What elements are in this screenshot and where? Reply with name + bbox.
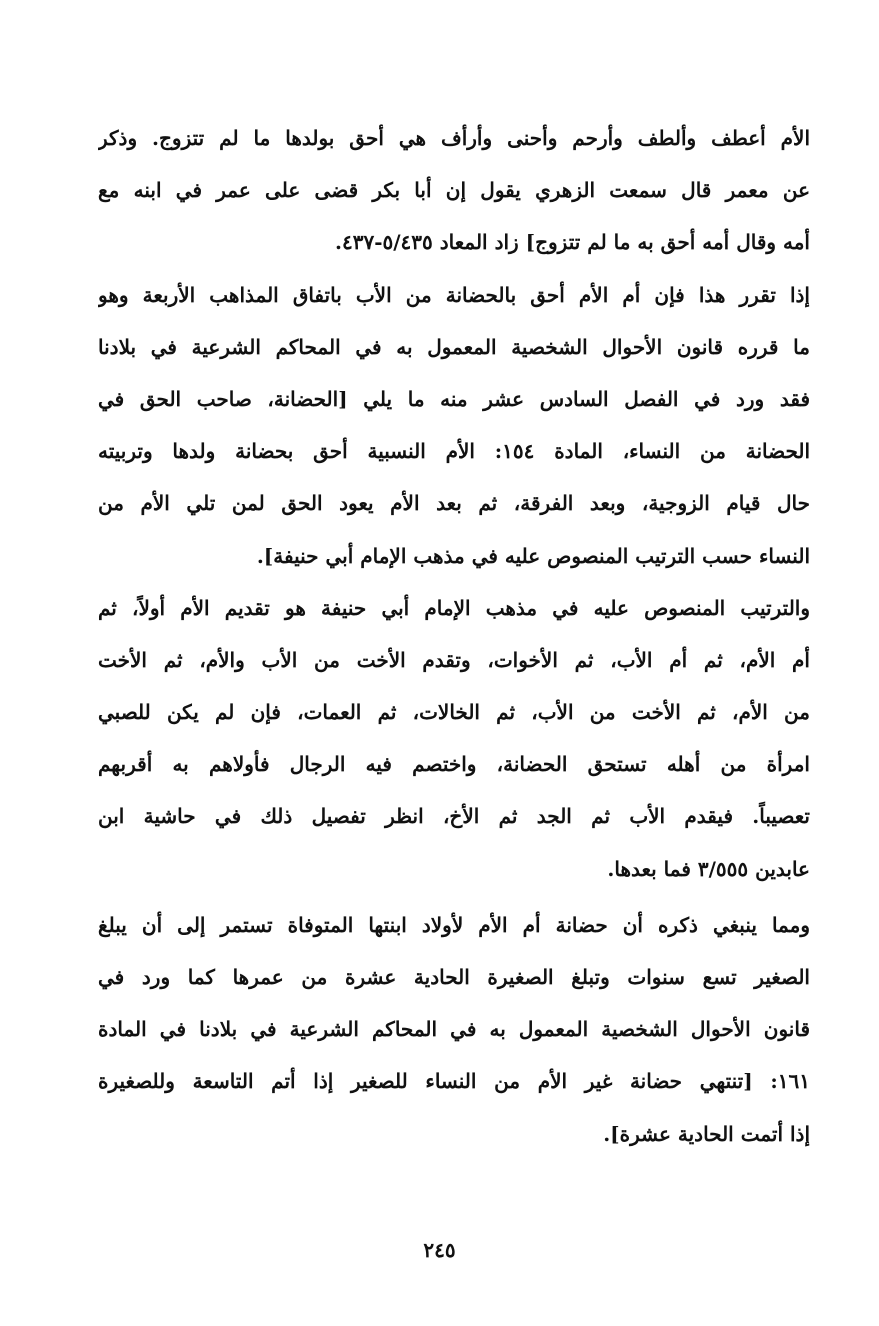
text-line: عن معمر قال سمعت الزهري يقول إن أبا بكر قضى على عمر في ابنه مع — [98, 178, 810, 203]
paragraph-grandmother-custody — [98, 269, 810, 582]
paragraph-quote-ending — [98, 112, 810, 269]
text-line: النساء حسب الترتيب المنصوص عليه في مذهب الإمام أبي حنيفة]. — [256, 543, 810, 568]
text-line: الحضانة من النساء، المادة ١٥٤: الأم النسبية أحق بحضانة ولدها وتربيته — [98, 439, 810, 464]
text-line: امرأة من أهله تستحق الحضانة، واختصم فيه الرجال فأولاهم به أقربهم — [98, 752, 810, 777]
text-line: الأم أعطف وألطف وأرحم وأحنى وأرأف هي أحق بولدها ما لم تتزوج. وذكر — [98, 126, 810, 150]
page-number: ٢٤٥ — [423, 1238, 456, 1262]
paragraph-custody-duration — [98, 899, 810, 1160]
text-line: ١٦١: [تنتهي حضانة غير الأم من النساء للصغير إذا أتم التاسعة وللصغيرة — [98, 1069, 810, 1094]
text-line: من الأم، ثم الأخت من الأب، ثم الخالات، ثم العمات، فإن لم يكن للصبي — [98, 700, 810, 725]
text-line: أمه وقال أمه أحق به ما لم تتزوج] زاد المعاد ٥/٤٣٥-٤٣٧. — [334, 230, 810, 255]
text-line: والترتيب المنصوص عليه في مذهب الإمام أبي حنيفة هو تقديم الأم أولاً، ثم — [98, 595, 810, 620]
paragraph-hanafi-order — [98, 582, 810, 895]
text-line: ومما ينبغي ذكره أن حضانة أم الأم لأولاد ابنتها المتوفاة تستمر إلى أن يبلغ — [98, 912, 810, 937]
text-line: أم الأم، ثم أم الأب، ثم الأخوات، وتقدم الأخت من الأب والأم، ثم الأخت — [98, 647, 810, 672]
text-line: ما قرره قانون الأحوال الشخصية المعمول به في المحاكم الشرعية في بلادنا — [98, 334, 810, 359]
text-line: قانون الأحوال الشخصية المعمول به في المحاكم الشرعية في بلادنا في المادة — [98, 1017, 810, 1042]
text-line: الصغير تسع سنوات وتبلغ الصغيرة الحادية عشرة من عمرها كما ورد في — [98, 965, 810, 989]
text-line: تعصيباً. فيقدم الأب ثم الجد ثم الأخ، انظر تفصيل ذلك في حاشية ابن — [98, 804, 810, 829]
text-line: عابدين ٣/٥٥٥ فما بعدها. — [607, 856, 810, 881]
text-line: إذا تقرر هذا فإن أم الأم أحق بالحضانة من الأب باتفاق المذاهب الأربعة وهو — [98, 282, 810, 307]
text-line: حال قيام الزوجية، وبعد الفرقة، ثم بعد الأم يعود الحق لمن تلي الأم من — [98, 491, 810, 516]
body-text — [98, 112, 810, 1160]
text-line: إذا أتمت الحادية عشرة]. — [603, 1121, 810, 1146]
text-line: فقد ورد في الفصل السادس عشر منه ما يلي [الحضانة، صاحب الحق في — [98, 386, 810, 411]
